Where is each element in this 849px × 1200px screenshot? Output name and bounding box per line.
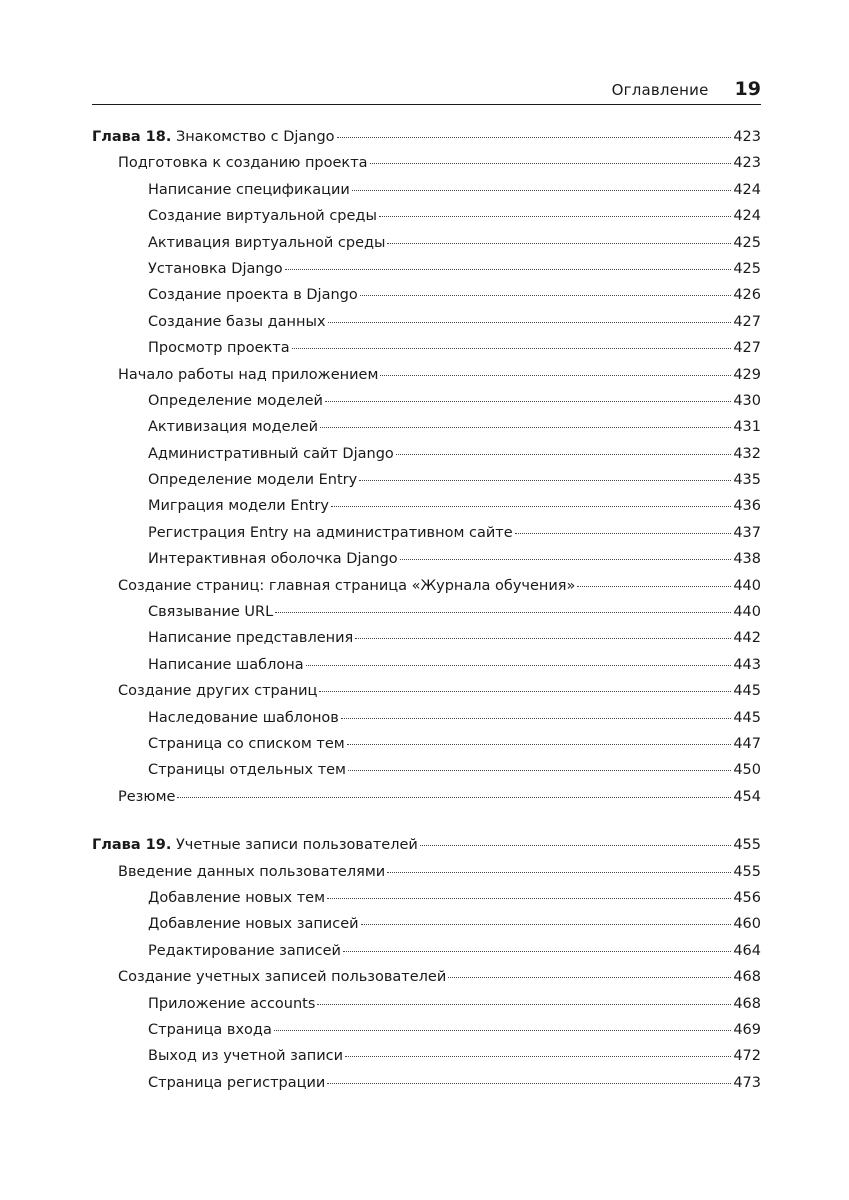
- subsection-title: Редактирование записей: [148, 942, 341, 959]
- subsection-title: Написание спецификации: [148, 181, 350, 198]
- dot-leader: [337, 137, 732, 138]
- chapter-title: Глава 19. Учетные записи пользователей: [92, 837, 418, 854]
- header-title: Оглавление: [611, 81, 709, 99]
- page-number: 424: [733, 181, 761, 198]
- toc-subsection: [92, 630, 761, 656]
- subsection-title: Административный сайт Django: [148, 445, 394, 462]
- dot-leader: [359, 480, 731, 481]
- dot-leader: [379, 216, 731, 217]
- dot-leader: [347, 744, 732, 745]
- page-number: 425: [733, 260, 761, 277]
- dot-leader: [420, 845, 731, 846]
- page-number: 436: [733, 498, 761, 515]
- dot-leader: [341, 718, 731, 719]
- chapter-label: Глава 18.: [92, 129, 172, 145]
- toc-subsection: [92, 393, 761, 419]
- toc-section: [92, 789, 761, 815]
- dot-leader: [396, 454, 732, 455]
- subsection-title: Создание виртуальной среды: [148, 208, 377, 225]
- toc-subsection: [92, 314, 761, 340]
- page-number: 460: [733, 916, 761, 933]
- subsection-title: Добавление новых записей: [148, 916, 359, 933]
- running-header: [92, 74, 761, 105]
- subsection-title: Просмотр проекта: [148, 340, 290, 357]
- dot-leader: [177, 797, 731, 798]
- page-number: 435: [733, 472, 761, 489]
- subsection-title: Приложение accounts: [148, 995, 316, 1012]
- toc-subsection: [92, 551, 761, 577]
- subsection-title: Добавление новых тем: [148, 889, 326, 906]
- dot-leader: [370, 163, 732, 164]
- subsection-title: Регистрация Entry на административном сайте: [148, 524, 513, 541]
- page-number: 429: [733, 366, 761, 383]
- toc-subsection: [92, 604, 761, 630]
- subsection-title: Написание представления: [148, 630, 354, 647]
- page-number: 472: [733, 1048, 761, 1065]
- dot-leader: [274, 1030, 731, 1031]
- dot-leader: [387, 243, 731, 244]
- toc-subsection: [92, 182, 761, 208]
- page-number: 455: [733, 837, 761, 854]
- toc-chapter: [92, 129, 761, 155]
- page-number: 427: [733, 313, 761, 330]
- dot-leader: [360, 295, 732, 296]
- header-page-number: 19: [734, 78, 761, 100]
- toc-subsection: [92, 261, 761, 287]
- page-number: 438: [733, 551, 761, 568]
- subsection-title: Миграция модели Entry: [148, 498, 329, 515]
- toc-section: [92, 864, 761, 890]
- toc-subsection: [92, 340, 761, 366]
- toc-subsection: [92, 525, 761, 551]
- page-number: 431: [733, 419, 761, 436]
- page-number: 440: [733, 604, 761, 621]
- chapter-spacer: [92, 815, 761, 837]
- dot-leader: [343, 951, 731, 952]
- toc-subsection: [92, 710, 761, 736]
- subsection-title: Интерактивная оболочка Django: [148, 551, 398, 568]
- dot-leader: [348, 770, 731, 771]
- toc-subsection: [92, 235, 761, 261]
- subsection-title: Страницы отдельных тем: [148, 762, 346, 779]
- toc-section: [92, 683, 761, 709]
- section-title: Резюме: [118, 788, 176, 805]
- toc-section: [92, 367, 761, 393]
- toc-subsection: [92, 472, 761, 498]
- subsection-title: Создание базы данных: [148, 313, 326, 330]
- subsection-title: Создание проекта в Django: [148, 287, 358, 304]
- dot-leader: [292, 348, 732, 349]
- dot-leader: [325, 401, 731, 402]
- page-number: 425: [733, 234, 761, 251]
- dot-leader: [448, 977, 731, 978]
- toc-subsection: [92, 446, 761, 472]
- page-number: 424: [733, 208, 761, 225]
- dot-leader: [345, 1056, 731, 1057]
- subsection-title: Страница со списком тем: [148, 735, 345, 752]
- page-number: 423: [733, 129, 761, 145]
- page-number: 432: [733, 445, 761, 462]
- toc-subsection: [92, 208, 761, 234]
- page-number: 445: [733, 709, 761, 726]
- subsection-title: Активация виртуальной среды: [148, 234, 386, 251]
- page-number: 447: [733, 735, 761, 752]
- dot-leader: [306, 665, 732, 666]
- page-number: 445: [733, 683, 761, 700]
- toc-section: [92, 155, 761, 181]
- dot-leader: [319, 691, 731, 692]
- page-number: 454: [733, 788, 761, 805]
- dot-leader: [320, 427, 731, 428]
- toc-chapter: [92, 837, 761, 863]
- page-number: 427: [733, 340, 761, 357]
- dot-leader: [380, 375, 731, 376]
- subsection-title: Страница входа: [148, 1021, 272, 1038]
- dot-leader: [328, 322, 732, 323]
- toc-subsection: [92, 916, 761, 942]
- dot-leader: [352, 190, 731, 191]
- toc-subsection: [92, 1075, 761, 1101]
- dot-leader: [577, 586, 731, 587]
- page-number: 468: [733, 969, 761, 986]
- toc-section: [92, 578, 761, 604]
- table-of-contents: [92, 129, 761, 1101]
- page-number: 423: [733, 155, 761, 172]
- page-number: 426: [733, 287, 761, 304]
- page-number: 440: [733, 577, 761, 594]
- subsection-title: Выход из учетной записи: [148, 1048, 344, 1065]
- toc-subsection: [92, 996, 761, 1022]
- subsection-title: Написание шаблона: [148, 656, 304, 673]
- subsection-title: Определение моделей: [148, 392, 323, 409]
- dot-leader: [327, 898, 731, 899]
- toc-subsection: [92, 736, 761, 762]
- toc-subsection: [92, 1022, 761, 1048]
- page-number: 456: [733, 889, 761, 906]
- page-number: 468: [733, 995, 761, 1012]
- page-number: 455: [733, 863, 761, 880]
- page-number: 473: [733, 1074, 761, 1091]
- toc-subsection: [92, 419, 761, 445]
- subsection-title: Определение модели Entry: [148, 472, 358, 489]
- toc-subsection: [92, 1048, 761, 1074]
- page-number: 430: [733, 392, 761, 409]
- section-title: Создание страниц: главная страница «Журнала обучения»: [118, 577, 576, 594]
- toc-subsection: [92, 762, 761, 788]
- dot-leader: [285, 269, 732, 270]
- subsection-title: Установка Django: [148, 260, 283, 277]
- chapter-title: Глава 18. Знакомство с Django: [92, 129, 335, 145]
- page-number: 464: [733, 942, 761, 959]
- toc-subsection: [92, 287, 761, 313]
- dot-leader: [400, 559, 732, 560]
- subsection-title: Страница регистрации: [148, 1074, 326, 1091]
- dot-leader: [355, 638, 731, 639]
- subsection-title: Наследование шаблонов: [148, 709, 339, 726]
- page-number: 469: [733, 1021, 761, 1038]
- dot-leader: [327, 1083, 731, 1084]
- section-title: Создание учетных записей пользователей: [118, 969, 447, 986]
- toc-subsection: [92, 890, 761, 916]
- subsection-title: Активизация моделей: [148, 419, 319, 436]
- toc-subsection: [92, 943, 761, 969]
- section-title: Создание других страниц: [118, 683, 318, 700]
- dot-leader: [515, 533, 732, 534]
- dot-leader: [275, 612, 731, 613]
- page-number: 450: [733, 762, 761, 779]
- section-title: Начало работы над приложением: [118, 366, 379, 383]
- dot-leader: [387, 872, 731, 873]
- page-number: 443: [733, 656, 761, 673]
- chapter-label: Глава 19.: [92, 837, 172, 854]
- dot-leader: [361, 924, 732, 925]
- toc-subsection: [92, 657, 761, 683]
- dot-leader: [331, 506, 731, 507]
- subsection-title: Связывание URL: [148, 604, 274, 621]
- page-number: 437: [733, 524, 761, 541]
- page-number: 442: [733, 630, 761, 647]
- toc-subsection: [92, 498, 761, 524]
- dot-leader: [317, 1004, 731, 1005]
- section-title: Подготовка к созданию проекта: [118, 155, 368, 172]
- toc-section: [92, 969, 761, 995]
- section-title: Введение данных пользователями: [118, 863, 386, 880]
